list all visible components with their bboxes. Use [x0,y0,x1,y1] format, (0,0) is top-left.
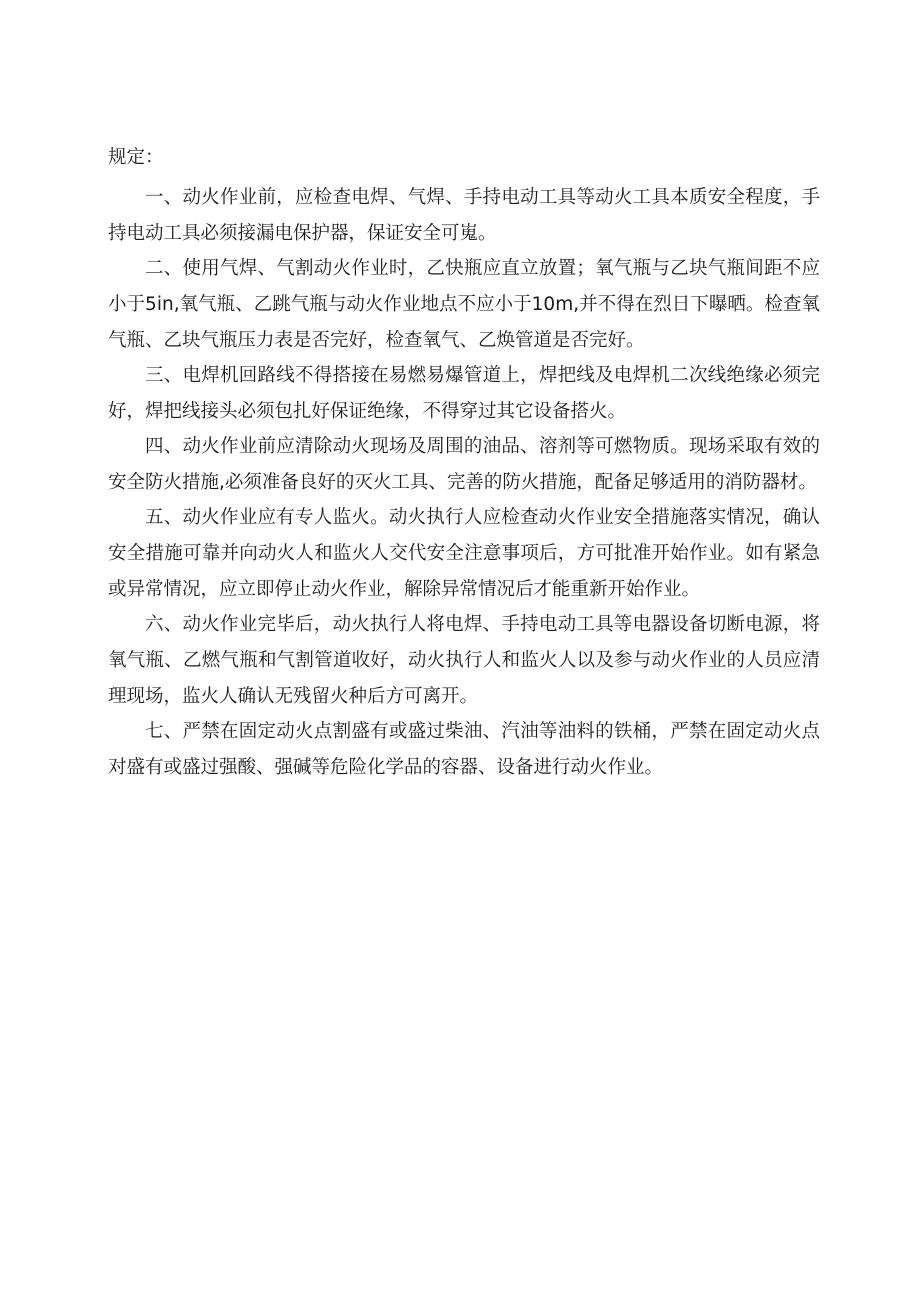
paragraph-2: 二、使用气焊、气割动火作业时，乙快瓶应直立放置；氧气瓶与乙块气瓶间距不应小于5in,氧气瓶、乙跳气瓶与动火作业地点不应小于10m,并不得在烈日下曝晒。检查氧气瓶、乙块气瓶压力表是否完好，检查氧气、乙焕管道是否完好。 [108,258,820,351]
paragraph-3: 三、电焊机回路线不得搭接在易燃易爆管道上，焊把线及电焊机二次线绝缘必须完好，焊把线接头必须包扎好保证绝缘，不得穿过其它设备搭火。 [108,365,820,422]
paragraph-5: 五、动火作业应有专人监火。动火执行人应检查动火作业安全措施落实情况，确认安全措施可靠并向动火人和监火人交代安全注意事项后，方可批准开始作业。如有紧急或异常情况，应立即停止动火作业，解除异常情况后才能重新开始作业。 [108,507,820,600]
paragraph-7: 七、严禁在固定动火点割盛有或盛过柴油、汽油等油料的铁桶，严禁在固定动火点对盛有或盛过强酸、强碱等危险化学品的容器、设备进行动火作业。 [108,721,820,778]
document-page [108,140,820,785]
paragraph-1: 一、动火作业前，应检查电焊、气焊、手持电动工具等动火工具本质安全程度，手持电动工具必须接漏电保护器，保证安全可嵬。 [108,187,820,244]
heading: 规定： [108,147,164,168]
paragraph-4: 四、动火作业前应清除动火现场及周围的油品、溶剂等可燃物质。现场采取有效的安全防火措施,必须准备良好的灭火工具、完善的防火措施，配备足够适用的消防器材。 [108,436,820,493]
paragraph-6: 六、动火作业完毕后，动火执行人将电焊、手持电动工具等电器设备切断电源，将氧气瓶、乙燃气瓶和气割管道收好，动火执行人和监火人以及参与动火作业的人员应清理现场，监火人确认无残留火种后方可离开。 [108,614,820,707]
